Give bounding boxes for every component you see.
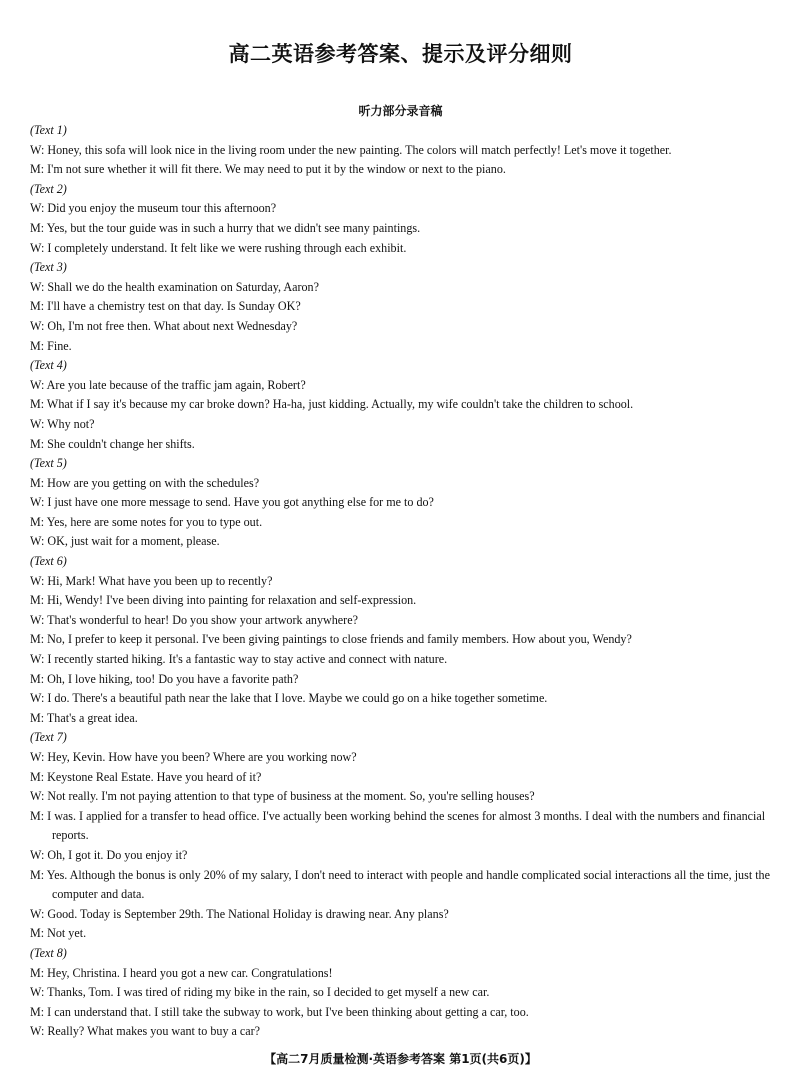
dialogue-line: M: I'm not sure whether it will fit there. We may need to put it by the window or next to the piano. xyxy=(30,162,506,177)
dialogue-line: W: Thanks, Tom. I was tired of riding my bike in the rain, so I decided to get myself a new car. xyxy=(30,985,490,1000)
text-section-label: (Text 7) xyxy=(30,730,67,745)
text-section-label: (Text 8) xyxy=(30,945,67,960)
dialogue-line: W: I completely understand. It felt like we were rushing through each exhibit. xyxy=(30,240,407,255)
text-section-label: (Text 5) xyxy=(30,456,67,471)
dialogue-line: M: I'll have a chemistry test on that day. Is Sunday OK? xyxy=(30,299,301,314)
dialogue-line: M: Yes, here are some notes for you to type out. xyxy=(30,514,263,529)
page-footer: 【高二7月质量检测·英语参考答案 第1页(共6页)】 xyxy=(264,1052,537,1066)
text-section-label: (Text 3) xyxy=(30,260,67,275)
dialogue-line: W: Oh, I got it. Do you enjoy it? xyxy=(30,847,188,862)
dialogue-line: M: Hey, Christina. I heard you got a new car. Congratulations! xyxy=(30,965,333,980)
dialogue-line: W: Oh, I'm not free then. What about next Wednesday? xyxy=(30,318,298,333)
text-section-label: (Text 2) xyxy=(30,181,67,196)
dialogue-line: W: Not really. I'm not paying attention to that type of business at the moment. So, you're selling houses? xyxy=(30,789,535,804)
text-section-label: (Text 1) xyxy=(30,123,67,137)
dialogue-line: W: Good. Today is September 29th. The National Holiday is drawing near. Any plans? xyxy=(30,906,449,921)
dialogue-line: M: How are you getting on with the schedules? xyxy=(30,475,260,490)
dialogue-line: M: Hi, Wendy! I've been diving into painting for relaxation and self-expression. xyxy=(30,593,417,608)
dialogue-line: W: Did you enjoy the museum tour this afternoon? xyxy=(30,201,277,216)
listening-transcript xyxy=(30,121,778,1042)
dialogue-line: M: Yes, but the tour guide was in such a hurry that we didn't see many paintings. xyxy=(30,220,421,235)
dialogue-line: M: Yes. Although the bonus is only 20% of my salary, I don't need to interact with people and handle complicated social interactions all the time, just the computer and data. xyxy=(30,867,770,902)
dialogue-line: M: Not yet. xyxy=(30,926,87,941)
dialogue-line: W: Shall we do the health examination on Saturday, Aaron? xyxy=(30,279,319,294)
dialogue-line: W: I recently started hiking. It's a fantastic way to stay active and connect with nature. xyxy=(30,652,448,667)
dialogue-line: M: That's a great idea. xyxy=(30,710,138,725)
page-title: 高二英语参考答案、提示及评分细则 xyxy=(228,42,573,66)
dialogue-line: M: What if I say it's because my car broke down? Ha-ha, just kidding. Actually, my wife couldn't take the children to school. xyxy=(30,397,634,412)
dialogue-line: M: Fine. xyxy=(30,338,72,353)
dialogue-line: M: Oh, I love hiking, too! Do you have a favorite path? xyxy=(30,671,299,686)
section-heading: 听力部分录音稿 xyxy=(358,104,443,118)
dialogue-line: W: I do. There's a beautiful path near the lake that I love. Maybe we could go on a hike together sometime. xyxy=(30,691,548,706)
dialogue-line: W: Honey, this sofa will look nice in the living room under the new painting. The colors will match perfectly! Let's move it together. xyxy=(30,142,672,157)
text-section-label: (Text 6) xyxy=(30,554,67,569)
dialogue-line: M: She couldn't change her shifts. xyxy=(30,436,195,451)
dialogue-line: W: Are you late because of the traffic jam again, Robert? xyxy=(30,377,306,392)
dialogue-line: W: I just have one more message to send. Have you got anything else for me to do? xyxy=(30,495,434,510)
dialogue-line: W: That's wonderful to hear! Do you show your artwork anywhere? xyxy=(30,612,358,627)
dialogue-line: W: Really? What makes you want to buy a car? xyxy=(30,1024,261,1039)
dialogue-line: M: I was. I applied for a transfer to head office. I've actually been working behind the scenes for almost 3 months. I deal with the numbers and financial reports. xyxy=(30,808,766,843)
dialogue-line: W: OK, just wait for a moment, please. xyxy=(30,534,220,549)
dialogue-line: M: No, I prefer to keep it personal. I've been giving paintings to close friends and family members. How about you, Wendy? xyxy=(30,632,632,647)
dialogue-line: W: Hey, Kevin. How have you been? Where are you working now? xyxy=(30,750,357,764)
dialogue-line: W: Why not? xyxy=(30,416,95,431)
dialogue-line: M: Keystone Real Estate. Have you heard of it? xyxy=(30,769,262,784)
dialogue-line: W: Hi, Mark! What have you been up to recently? xyxy=(30,573,273,588)
dialogue-line: M: I can understand that. I still take the subway to work, but I've been thinking about getting a car, too. xyxy=(30,1004,529,1019)
text-section-label: (Text 4) xyxy=(30,358,67,373)
